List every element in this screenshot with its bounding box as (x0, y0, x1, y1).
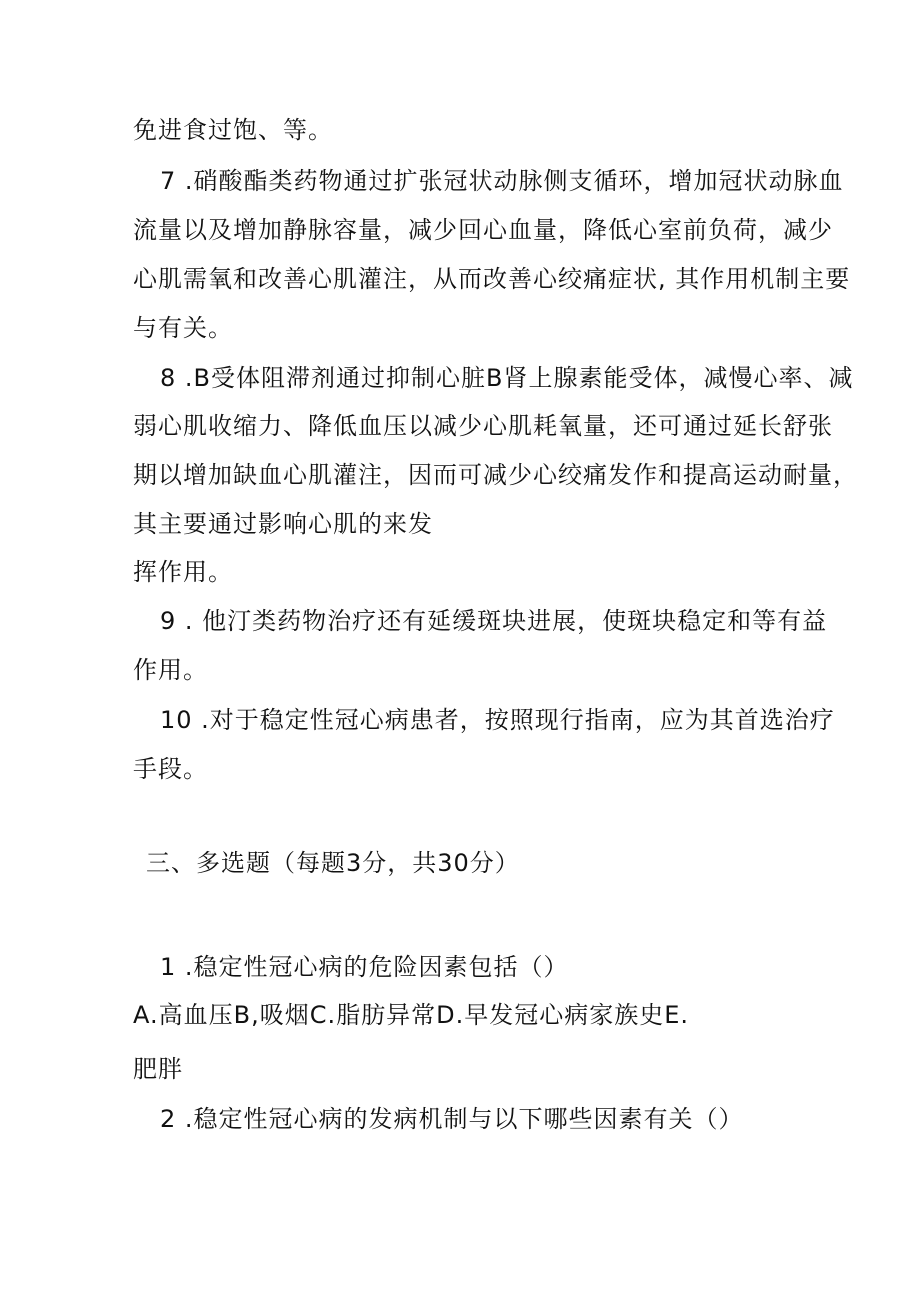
item-8-line-4: 其主要通过影响心肌的来发 (133, 510, 433, 538)
item-10-line-1: 10 .对于稳定性冠心病患者，按照现行指南，应为其首选治疗 (160, 706, 835, 734)
item-7-line-4: 与有关。 (133, 314, 233, 342)
section-heading: 三、多选题（每题3分，共30分） (146, 849, 520, 877)
text-line-1: 免进食过饱、等。 (133, 116, 333, 144)
item-8-line-3: 期以增加缺血心肌灌注，因而可减少心绞痛发作和提高运动耐量， (133, 461, 858, 489)
item-10-line-2: 手段。 (133, 755, 208, 783)
item-9-line-1: 9 . 他汀类药物治疗还有延缓斑块进展，使斑块稳定和等有益 (160, 607, 828, 635)
item-9-line-2: 作用。 (133, 656, 208, 684)
question-2: 2 .稳定性冠心病的发病机制与以下哪些因素有关（） (160, 1105, 744, 1133)
item-8-line-2: 弱心肌收缩力、降低血压以减少心肌耗氧量，还可通过延长舒张 (133, 412, 833, 440)
question-1-options-cont: 肥胖 (133, 1055, 183, 1083)
item-7-line-3: 心肌需氧和改善心肌灌注，从而改善心绞痛症状, 其作用机制主要 (133, 265, 851, 293)
question-1: 1 .稳定性冠心病的危险因素包括（） (160, 953, 569, 981)
item-7-line-1: 7 .硝酸酯类药物通过扩张冠状动脉侧支循环，增加冠状动脉血 (160, 167, 844, 195)
item-8-line-5: 挥作用。 (133, 558, 233, 586)
item-8-line-1: 8 .B受体阻滞剂通过抑制心脏B肾上腺素能受体，减慢心率、减 (160, 364, 854, 392)
question-1-options: A.高血压B,吸烟C.脂肪异常D.早发冠心病家族史E. (133, 1001, 690, 1029)
item-7-line-2: 流量以及增加静脉容量，减少回心血量，降低心室前负荷，减少 (133, 216, 833, 244)
